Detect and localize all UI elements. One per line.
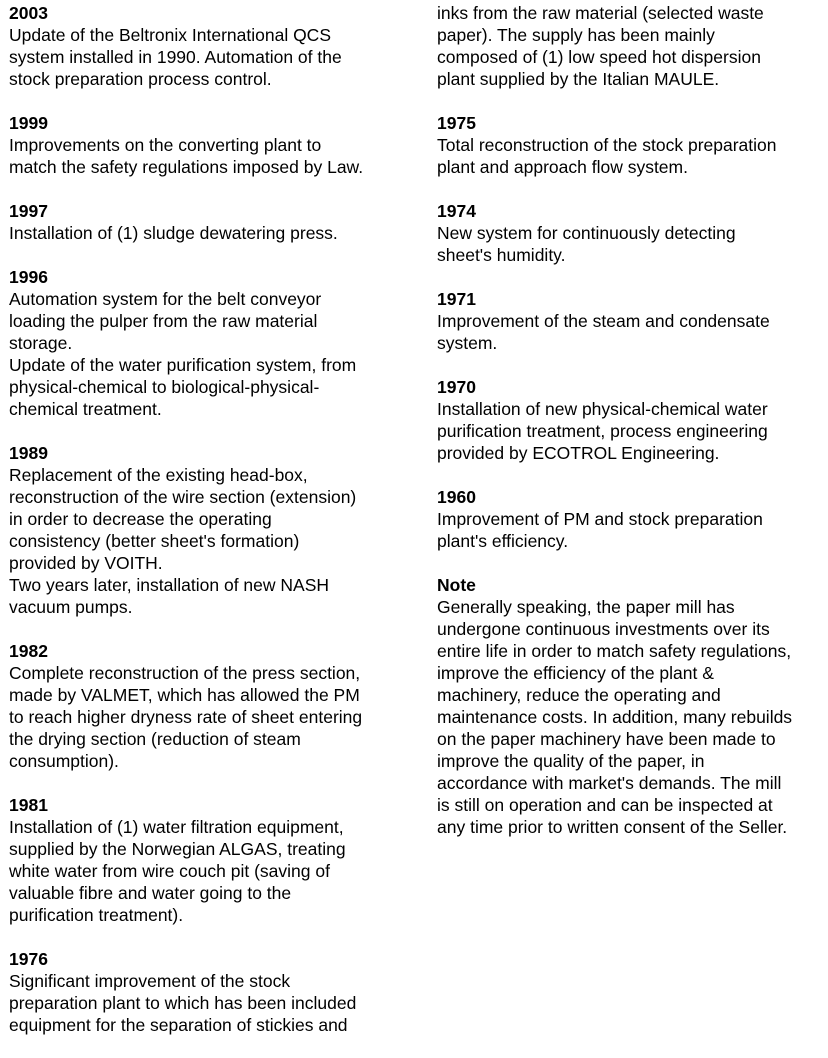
entry-text-line: plant and approach flow system. [437,157,688,177]
entry-text-line: composed of (1) low speed hot dispersion [437,47,761,67]
entry-year: 1997 [9,201,48,221]
history-entry [437,574,828,838]
entry-text-line: machinery, reduce the operating and [437,685,721,705]
entry-text-line: the drying section (reduction of steam [9,729,301,749]
entry-year: 1999 [9,113,48,133]
entry-text-line: undergone continuous investments over its [437,619,770,639]
entry-text-line: system. [437,333,498,353]
entry-text-line: chemical treatment. [9,399,162,419]
entry-text-line: Complete reconstruction of the press section, [9,663,361,683]
entry-text-line: supplied by the Norwegian ALGAS, treating [9,839,346,859]
history-entry [9,794,414,926]
entry-text-line: purification treatment). [9,905,184,925]
entry-text-line: physical-chemical to biological-physical- [9,377,320,397]
history-entry [9,2,414,90]
entry-text-line: stock preparation process control. [9,69,272,89]
entry-text-line: paper). The supply has been mainly [437,25,715,45]
entry-text-line: maintenance costs. In addition, many rebuilds [437,707,793,727]
entry-text-line: any time prior to written consent of the Seller. [437,817,788,837]
entry-year: 1975 [437,113,476,133]
entry-text-line: New system for continuously detecting [437,223,736,243]
history-entry [9,266,414,420]
entry-text-line: Installation of new physical-chemical water [437,399,768,419]
entry-text-line: improve the efficiency of the plant & [437,663,714,683]
entry-text-line: Update of the water purification system, from [9,355,357,375]
entry-text-line: Generally speaking, the paper mill has [437,597,735,617]
history-entry [437,112,828,178]
entry-text-line: Improvements on the converting plant to [9,135,322,155]
entry-text-line: inks from the raw material (selected waste [437,3,764,23]
history-entry [9,948,414,1036]
history-entry [437,288,828,354]
entry-text-line: equipment for the separation of stickies and [9,1015,348,1035]
entry-text-line: Installation of (1) water filtration equipment, [9,817,344,837]
history-entry [9,442,414,618]
entry-text-line: valuable fibre and water going to the [9,883,292,903]
entry-text-line: is still on operation and can be inspected at [437,795,773,815]
entry-year: 1971 [437,289,476,309]
entry-text-line: provided by ECOTROL Engineering. [437,443,720,463]
note-heading: Note [437,575,476,595]
entry-text-line: consistency (better sheet's formation) [9,531,300,551]
entry-text-line: Improvement of the steam and condensate [437,311,770,331]
entry-text-line: purification treatment, process engineering [437,421,768,441]
entry-text-line: on the paper machinery have been made to [437,729,776,749]
entry-text-line: Two years later, installation of new NASH [9,575,330,595]
entry-text-line: Installation of (1) sludge dewatering press. [9,223,338,243]
entry-text-line: Update of the Beltronix International QCS [9,25,331,45]
history-entry [9,112,414,178]
entry-text-line: to reach higher dryness rate of sheet entering [9,707,363,727]
entry-text-line: in order to decrease the operating [9,509,272,529]
entry-text-line: provided by VOITH. [9,553,163,573]
entry-year: 1970 [437,377,476,397]
entry-year: 1976 [9,949,48,969]
history-entry [9,200,414,244]
entry-text-line: Significant improvement of the stock [9,971,291,991]
entry-year: 1974 [437,201,476,221]
entry-text-line: improve the quality of the paper, in [437,751,705,771]
entry-text-line: storage. [9,333,73,353]
entry-text-line: consumption). [9,751,119,771]
entry-text-line: sheet's humidity. [437,245,566,265]
right-column [437,2,828,860]
entry-text-line: vacuum pumps. [9,597,133,617]
entry-year: 1989 [9,443,48,463]
entry-text-line: preparation plant to which has been included [9,993,357,1013]
history-entry [9,640,414,772]
entry-text-line: loading the pulper from the raw material [9,311,318,331]
history-entry [437,486,828,552]
entry-text-line: Improvement of PM and stock preparation [437,509,763,529]
entry-text-line: Total reconstruction of the stock preparation [437,135,777,155]
entry-text-line: match the safety regulations imposed by Law. [9,157,364,177]
entry-text-line: plant supplied by the Italian MAULE. [437,69,720,89]
entry-year: 1960 [437,487,476,507]
entry-year: 1996 [9,267,48,287]
history-entry [437,200,828,266]
entry-text-line: white water from wire couch pit (saving of [9,861,330,881]
entry-text-line: accordance with market's demands. The mill [437,773,782,793]
entry-text-line: entire life in order to match safety regulations, [437,641,792,661]
entry-text-line: made by VALMET, which has allowed the PM [9,685,360,705]
entry-text-line: Automation system for the belt conveyor [9,289,322,309]
history-entry [437,376,828,464]
entry-year: 1981 [9,795,48,815]
entry-text-line: system installed in 1990. Automation of the [9,47,342,67]
entry-text-line: reconstruction of the wire section (extension) [9,487,357,507]
history-entry [437,2,828,90]
left-column [9,2,414,1058]
entry-year: 2003 [9,3,48,23]
entry-text-line: Replacement of the existing head-box, [9,465,308,485]
entry-text-line: plant's efficiency. [437,531,569,551]
entry-year: 1982 [9,641,48,661]
